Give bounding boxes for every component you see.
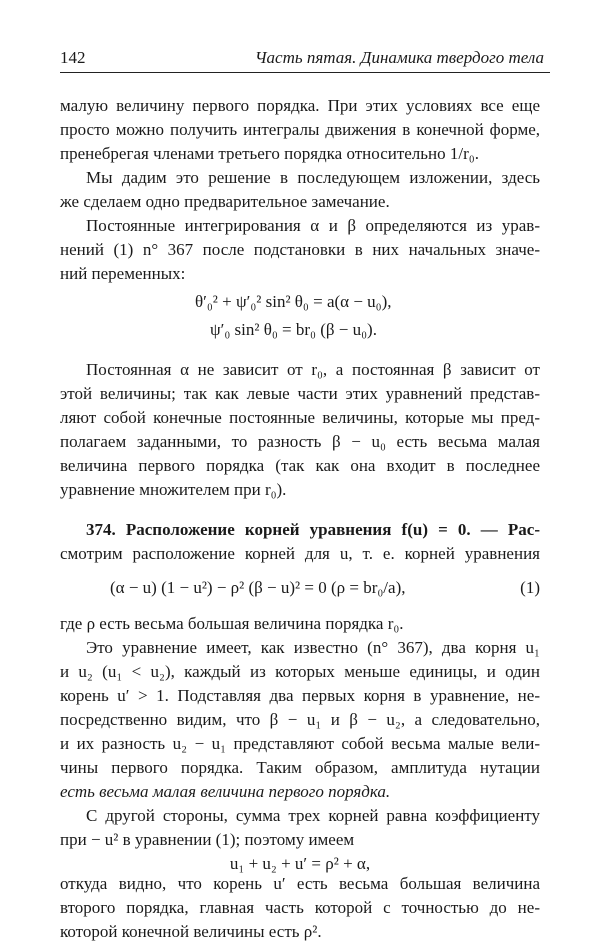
text-line: уравнение множителем при r₀).: [60, 480, 287, 499]
text-line: и u₂ (u₁ < u₂), каждый из которых меньше единицы, и один: [60, 662, 540, 681]
text-line: полагаем заданными, то разность β − u₀ есть весьма малая: [60, 432, 540, 451]
running-title: Часть пятая. Динамика твердого тела: [254, 48, 544, 67]
text-line: есть весьма малая величина первого порядка.: [60, 782, 391, 801]
text-line: ляют собой конечные постоянные величины, которые мы пред-: [60, 408, 540, 427]
text-line: смотрим расположение корней для u, т. е. корней уравнения: [60, 544, 540, 563]
text-line: корень u′ > 1. Подставляя два первых корня в уравнение, не-: [60, 686, 540, 705]
text-line: малую величину первого порядка. При этих условиях все еще: [60, 96, 540, 115]
section-heading: 374. Расположение корней уравнения f(u) = 0. — Рас-: [86, 520, 540, 539]
running-header: [60, 42, 550, 73]
equation-body: (α − u) (1 − u²) − ρ² (β − u)² = 0 (ρ = br₀/a),: [110, 578, 406, 597]
text-line: Постоянные интегрирования α и β определяются из урав-: [86, 216, 540, 235]
text-line: С другой стороны, сумма трех корней равна коэффициенту: [86, 806, 540, 825]
equation-number: (1): [520, 578, 540, 597]
page-number: 142: [60, 48, 86, 67]
text-line: где ρ есть весьма большая величина порядка r₀.: [60, 614, 404, 633]
text-line: посредственно видим, что β − u₁ и β − u₂, а следовательно,: [60, 710, 540, 729]
text-line: нений (1) n° 367 после подстановки в них начальных значе-: [60, 240, 540, 259]
equation: [60, 576, 540, 600]
text-line: чины первого порядка. Таким образом, амплитуда нутации: [60, 758, 540, 777]
text-line: Мы дадим это решение в последующем изложении, здесь: [86, 168, 540, 187]
equation: θ′₀² + ψ′₀² sin² θ₀ = a(α − u₀),: [195, 292, 392, 311]
text-line: просто можно получить интегралы движения в конечной форме,: [60, 120, 540, 139]
text-line: пренебрегая членами третьего порядка относительно 1/r₀.: [60, 144, 479, 163]
equation: ψ′₀ sin² θ₀ = br₀ (β − u₀).: [210, 320, 377, 339]
text-line: величина первого порядка (так как она входит в последнее: [60, 456, 540, 475]
text-line: этой величины; так как левые части этих уравнений представ-: [60, 384, 540, 403]
text-line: откуда видно, что корень u′ есть весьма большая величина: [60, 874, 540, 893]
equation: u₁ + u₂ + u′ = ρ² + α,: [229, 854, 371, 873]
text-line: второго порядка, главная часть которой с точностью до не-: [60, 898, 540, 917]
text-line: Постоянная α не зависит от r₀, а постоянная β зависит от: [86, 360, 540, 379]
text-line: и их разность u₂ − u₁ представляют собой весьма малые вели-: [60, 734, 540, 753]
text-line: же сделаем одно предварительное замечание.: [60, 192, 390, 211]
text-line: Это уравнение имеет, как известно (n° 367), два корня u₁: [86, 638, 540, 657]
text-line: при − u² в уравнении (1); поэтому имеем: [60, 830, 355, 849]
text-line: которой конечной величины есть ρ².: [60, 922, 322, 941]
text-line: ний переменных:: [60, 264, 186, 283]
